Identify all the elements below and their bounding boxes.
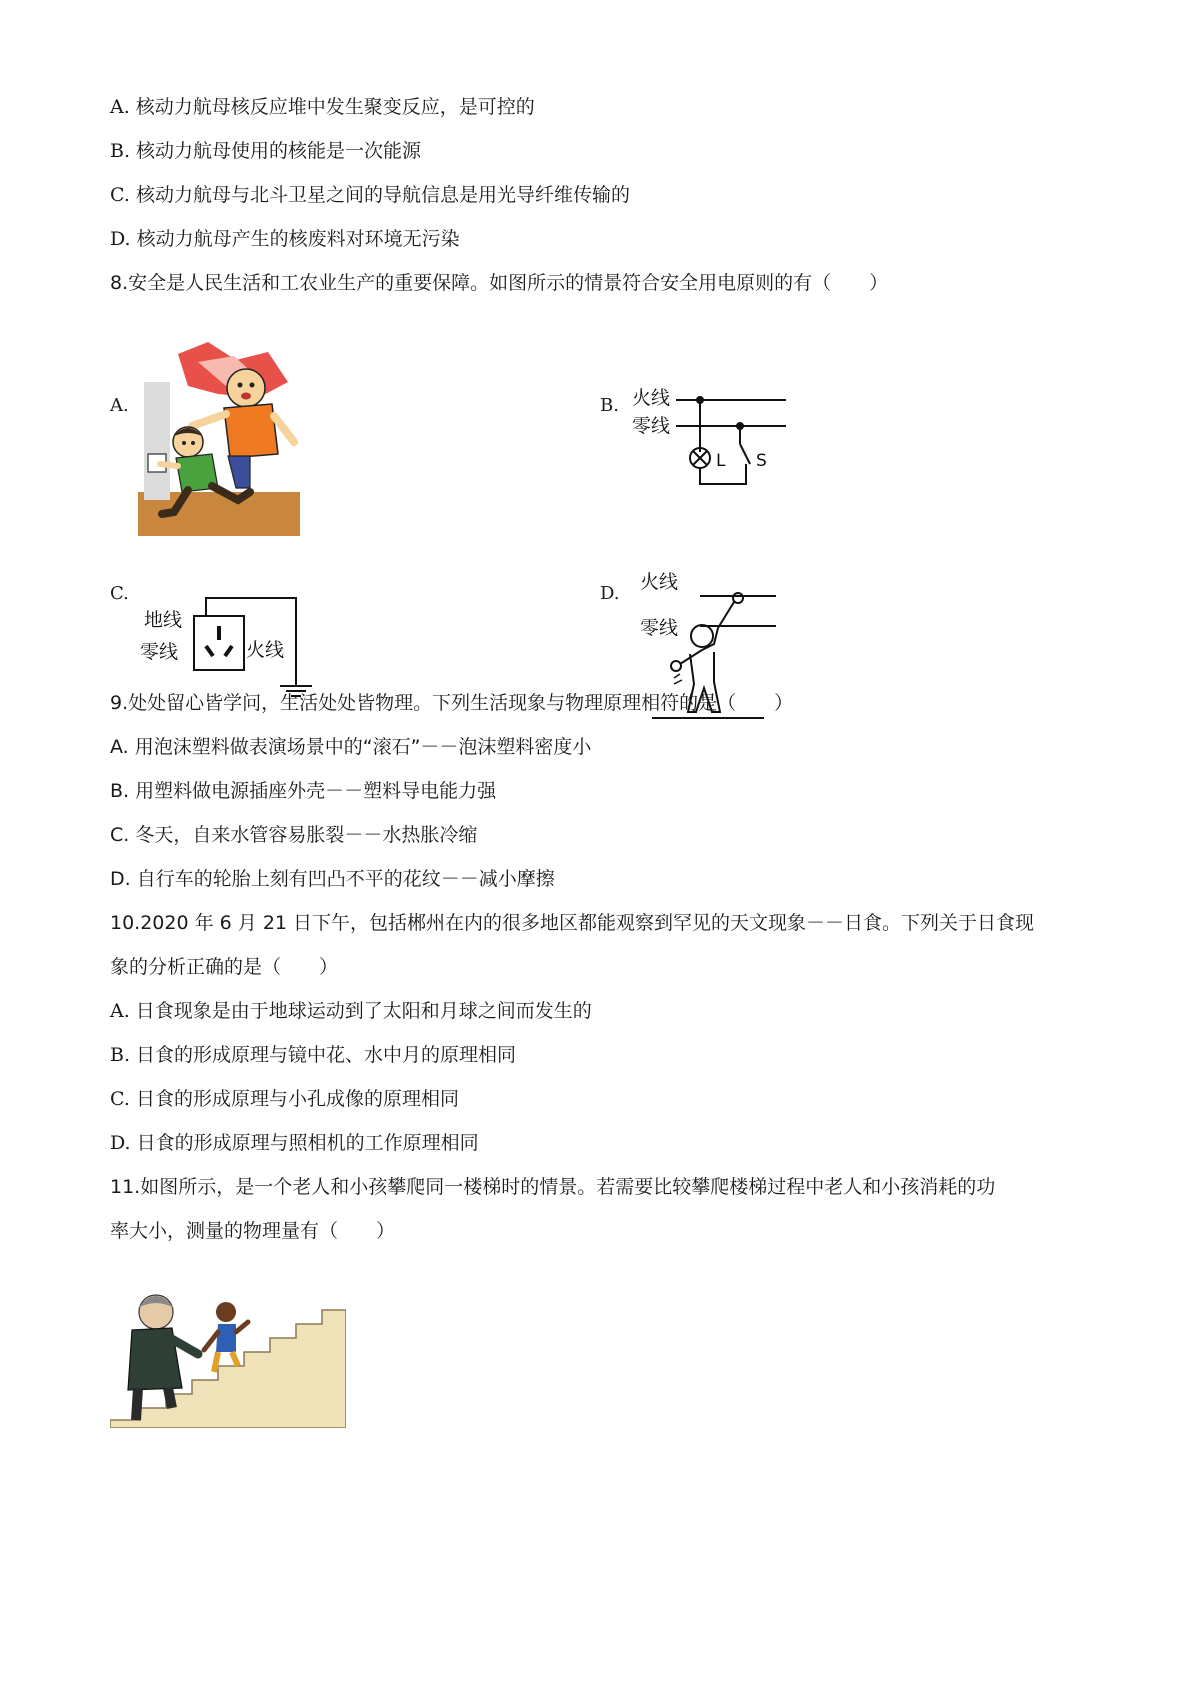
q8-b-live-label: 火线 [632,387,671,409]
q8-label-a: A. [110,395,129,416]
q8-figure-b-lamp-switch-circuit [626,384,796,498]
q10-option-a: A. 日食现象是由于地球运动到了太阳和月球之间而发生的 [110,1000,592,1022]
q9-option-a: A. 用泡沫塑料做表演场景中的“滚石”－－泡沫塑料密度小 [110,736,592,758]
q10-stem-line2: 象的分析正确的是（ ） [110,956,339,978]
q9-option-d: D. 自行车的轮胎上刻有凹凸不平的花纹－－减小摩擦 [110,868,555,890]
q7-option-b: B. 核动力航母使用的核能是一次能源 [110,140,422,162]
q10-stem-line1: 10.2020 年 6 月 21 日下午，包括郴州在内的很多地区都能观察到罕见的天文现象－－日食。下列关于日食现 [110,912,1035,934]
q8-c-live-label: 火线 [246,639,285,661]
q8-b-switch-label: S [756,451,767,471]
q8-c-ground-label: 地线 [144,609,183,631]
q10-option-b: B. 日食的形成原理与镜中花、水中月的原理相同 [110,1044,517,1066]
q8-figure-c-three-pin-socket [140,590,320,704]
q9-option-b: B. 用塑料做电源插座外壳－－塑料导电能力强 [110,780,497,802]
q11-stem-line1: 11.如图所示，是一个老人和小孩攀爬同一楼梯时的情景。若需要比较攀爬楼梯过程中老人和小孩消耗的功 [110,1176,996,1198]
q11-figure-stairs-old-man-and-child [110,1276,346,1432]
q7-option-c: C. 核动力航母与北斗卫星之间的导航信息是用光导纤维传输的 [110,184,630,206]
q8-stem: 8.安全是人民生活和工农业生产的重要保障。如图所示的情景符合安全用电原则的有（ ） [110,272,889,294]
q9-option-c: C. 冬天，自来水管容易胀裂－－水热胀冷缩 [110,824,478,846]
q10-option-c: C. 日食的形成原理与小孔成像的原理相同 [110,1088,459,1110]
q7-option-d: D. 核动力航母产生的核废料对环境无污染 [110,228,460,250]
q8-label-d: D. [600,583,620,604]
q8-b-lamp-label: L [716,451,726,471]
q8-figure-a-child-touching-socket [138,342,300,540]
q7-option-a: A. 核动力航母核反应堆中发生聚变反应，是可控的 [110,96,535,118]
q8-label-b: B. [600,395,619,416]
q8-b-neutral-label: 零线 [632,415,671,437]
q8-d-live-label: 火线 [640,571,679,593]
q9-stem: 9.处处留心皆学问，生活处处皆物理。下列生活现象与物理原理相符的是（ ） [110,692,794,714]
q10-option-d: D. 日食的形成原理与照相机的工作原理相同 [110,1132,479,1154]
q11-stem-line2: 率大小，测量的物理量有（ ） [110,1220,396,1242]
q8-d-neutral-label: 零线 [640,617,679,639]
q8-label-c: C. [110,583,129,604]
q8-c-neutral-label: 零线 [140,641,179,663]
